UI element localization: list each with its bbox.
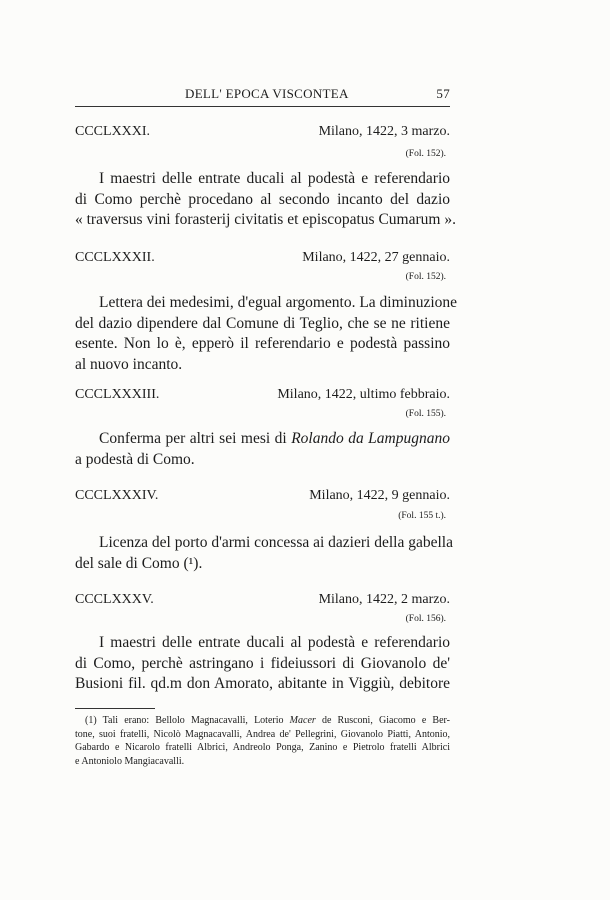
running-title: DELL' EPOCA VISCONTEA bbox=[185, 86, 349, 101]
footnote-line: Gabardo e Nicarolo fratelli Albrici, Andreolo Ponga, Zanino e Pietrolo fratelli Albrici bbox=[75, 742, 450, 753]
text-fragment: Macer bbox=[289, 715, 316, 726]
text-line: « traversus vini forasterij civitatis et episcopatus Cumarum ». bbox=[75, 211, 456, 229]
page-number: 57 bbox=[436, 86, 450, 101]
text-line: del sale di Como (¹). bbox=[75, 554, 203, 572]
folio-reference: (Fol. 156). bbox=[405, 614, 446, 624]
entry-number: CCCLXXXIV. bbox=[75, 488, 159, 503]
entry-date: Milano, 1422, 9 gennaio. bbox=[309, 488, 450, 503]
text-fragment: de Rusconi, Giacomo e Ber- bbox=[315, 715, 450, 726]
entry-number: CCCLXXXI. bbox=[75, 124, 151, 139]
footnote-line bbox=[75, 714, 450, 728]
entry-text bbox=[75, 169, 456, 231]
text-line: Licenza del porto d'armi concessa ai dazieri della gabella bbox=[99, 534, 453, 551]
text-fragment: (1) Tali erano: Bellolo Magnacavalli, Loterio bbox=[85, 715, 290, 726]
entry-date: Milano, 1422, 27 gennaio. bbox=[302, 250, 450, 265]
text-line: al nuovo incanto. bbox=[75, 356, 183, 374]
entry-number: CCCLXXXV. bbox=[75, 592, 154, 607]
folio-reference: (Fol. 155 t.). bbox=[398, 511, 446, 521]
entry-text bbox=[75, 429, 450, 470]
text-line: Lettera dei medesimi, d'egual argomento. La diminuzione bbox=[99, 294, 458, 311]
text-line: del dazio dipendere dal Comune di Teglio, che se ne ritiene bbox=[75, 314, 450, 332]
footnote-rule bbox=[75, 708, 155, 709]
text-line: di Como, perchè astringano i fideiussori di Giovanolo de' bbox=[75, 654, 450, 672]
text-line: esente. Non lo è, epperò il referendario e podestà passino bbox=[75, 335, 450, 353]
text-line: I maestri delle entrate ducali al podestà e referendario bbox=[99, 170, 450, 187]
text-fragment: Conferma per altri sei mesi di bbox=[99, 430, 292, 447]
entry-text bbox=[75, 533, 453, 574]
text-line: a podestà di Como. bbox=[75, 450, 195, 468]
folio-reference: (Fol. 155). bbox=[405, 409, 446, 419]
folio-reference: (Fol. 152). bbox=[405, 149, 446, 159]
entry-date: Milano, 1422, ultimo febbraio. bbox=[277, 387, 450, 402]
entry-date: Milano, 1422, 3 marzo. bbox=[318, 124, 450, 139]
footnote bbox=[75, 714, 450, 768]
entry-date: Milano, 1422, 2 marzo. bbox=[318, 592, 450, 607]
entry-text bbox=[75, 293, 458, 376]
person-name: Rolando da Lampugnano bbox=[291, 430, 450, 447]
text-line: I maestri delle entrate ducali al podestà e referendario bbox=[99, 634, 450, 651]
entry-number: CCCLXXXII. bbox=[75, 250, 155, 265]
text-line bbox=[75, 429, 450, 450]
entry-number: CCCLXXXIII. bbox=[75, 387, 160, 402]
text-line: Busioni fil. qd.m don Amorato, abitante in Viggiù, debitore bbox=[75, 675, 450, 693]
folio-reference: (Fol. 152). bbox=[405, 272, 446, 282]
text-line: di Como perchè procedano al secondo incanto del dazio bbox=[75, 190, 450, 208]
entry-text bbox=[75, 633, 450, 695]
footnote-line: e Antoniolo Mangiacavalli. bbox=[75, 755, 185, 767]
footnote-line: tone, suoi fratelli, Nicolò Magnacavalli, Andrea de' Pellegrini, Giovanolo Piatti, Antonio, bbox=[75, 728, 450, 740]
header-rule bbox=[75, 106, 450, 107]
